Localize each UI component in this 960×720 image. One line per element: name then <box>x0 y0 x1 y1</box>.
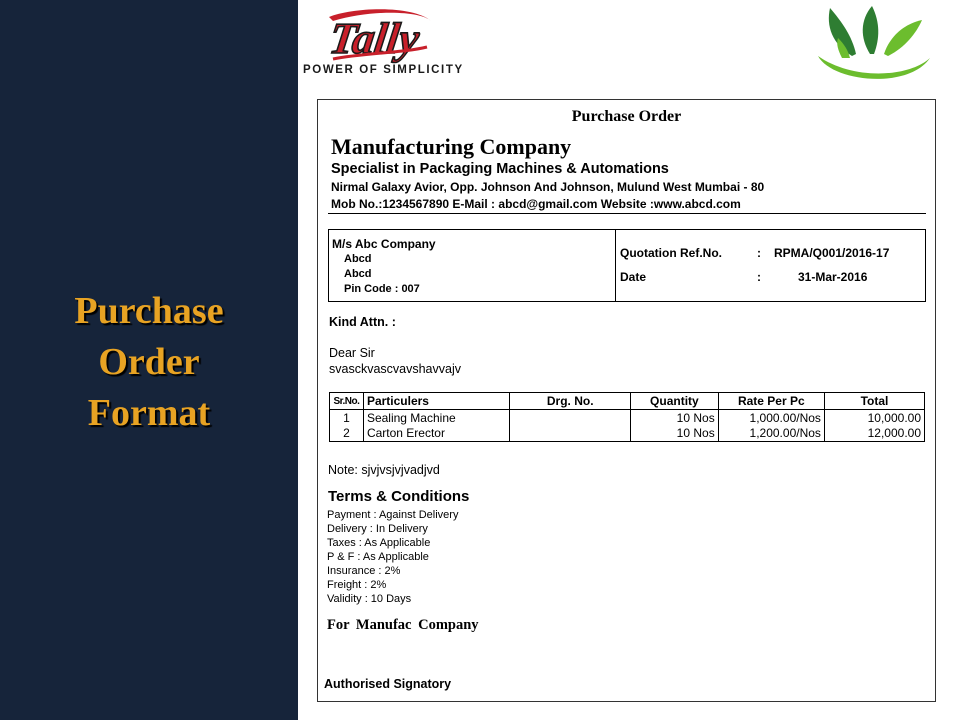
cell-drg-no <box>510 426 631 442</box>
salutation: Dear Sir <box>329 346 375 360</box>
column-header-drg-no: Drg. No. <box>510 393 631 410</box>
party-pin-code: Pin Code : 007 <box>344 283 420 295</box>
term-payment: Payment : Against Delivery <box>327 509 459 521</box>
terms-heading: Terms & Conditions <box>328 488 470 505</box>
left-sidebar <box>0 0 298 720</box>
slide-title-line-2: Order <box>98 341 200 383</box>
party-name: M/s Abc Company <box>332 237 436 251</box>
slide-title-line-1: Purchase <box>74 290 224 332</box>
term-taxes: Taxes : As Applicable <box>327 537 431 549</box>
party-address-block <box>329 230 616 301</box>
for-company: For Manufac Company <box>327 617 479 633</box>
column-header-sr-no: Sr.No. <box>330 393 364 410</box>
cell-particulars: Sealing Machine <box>363 410 509 426</box>
term-insurance: Insurance : 2% <box>327 565 401 577</box>
terms-list <box>327 508 458 606</box>
cell-total: 10,000.00 <box>824 410 924 426</box>
quotation-ref-colon: : <box>757 246 761 260</box>
note-text: Note: sjvjvsjvjvadjvd <box>328 463 440 477</box>
body-text: svasckvascvavshavvajv <box>329 362 461 376</box>
quotation-ref-label: Quotation Ref.No. <box>620 246 722 260</box>
header-divider <box>328 213 926 214</box>
svg-text:Tally: Tally <box>326 14 423 63</box>
tally-tagline: POWER OF SIMPLICITY <box>303 63 464 77</box>
table-row <box>330 410 925 426</box>
term-validity: Validity : 10 Days <box>327 593 412 605</box>
cell-drg-no <box>510 410 631 426</box>
column-header-rate: Rate Per Pc <box>718 393 824 410</box>
date-value: 31-Mar-2016 <box>798 270 868 284</box>
party-address-line-2: Abcd <box>344 268 372 280</box>
party-details-box <box>328 229 926 302</box>
term-delivery: Delivery : In Delivery <box>327 523 428 535</box>
company-name: Manufacturing Company <box>331 134 572 159</box>
company-contact: Mob No.:1234567890 E-Mail : abcd@gmail.com Website :www.abcd.com <box>331 197 741 211</box>
cell-quantity: 10 Nos <box>631 410 719 426</box>
term-freight: Freight : 2% <box>327 579 387 591</box>
authorised-signatory: Authorised Signatory <box>324 677 452 691</box>
cell-sr-no: 1 <box>330 410 364 426</box>
items-table <box>329 392 925 442</box>
quotation-ref-value: RPMA/Q001/2016-17 <box>774 246 890 260</box>
green-leaf-swoosh-icon <box>812 4 934 90</box>
cell-sr-no: 2 <box>330 426 364 442</box>
cell-particulars: Carton Erector <box>363 426 509 442</box>
cell-total: 12,000.00 <box>824 426 924 442</box>
term-pf: P & F : As Applicable <box>327 551 429 563</box>
party-address-line-1: Abcd <box>344 253 372 265</box>
company-address: Nirmal Galaxy Avior, Opp. Johnson And Johnson, Mulund West Mumbai - 80 <box>331 180 765 194</box>
slide-title-line-3: Format <box>87 392 211 434</box>
company-tagline: Specialist in Packaging Machines & Automations <box>331 161 669 177</box>
date-label: Date <box>620 270 647 284</box>
cell-rate: 1,000.00/Nos <box>718 410 824 426</box>
table-row <box>330 426 925 442</box>
cell-rate: 1,200.00/Nos <box>718 426 824 442</box>
date-colon: : <box>757 270 761 284</box>
purchase-order-document <box>317 99 936 702</box>
column-header-quantity: Quantity <box>631 393 719 410</box>
slide-title <box>0 286 298 439</box>
column-header-particulars: Particulers <box>363 393 509 410</box>
cell-quantity: 10 Nos <box>631 426 719 442</box>
column-header-total: Total <box>824 393 924 410</box>
table-header-row <box>330 393 925 410</box>
document-title: Purchase Order <box>571 108 682 125</box>
kind-attn: Kind Attn. : <box>329 315 396 329</box>
